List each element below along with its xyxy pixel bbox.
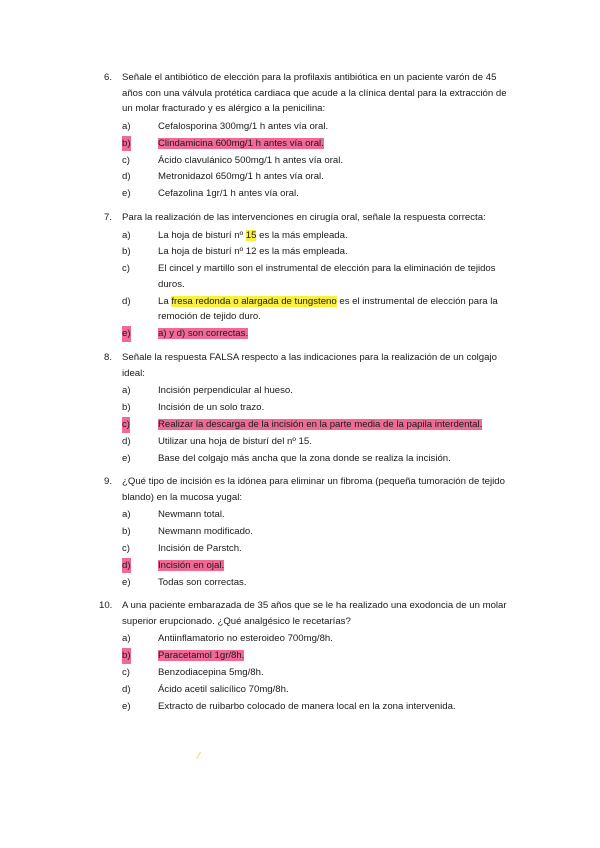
option-d: d) Ácido acetil salicílico 70mg/8h. (122, 683, 289, 695)
option-e: e) Base del colgajo más ancha que la zona donde se realiza la incisión. (122, 452, 451, 464)
question-10 (99, 598, 516, 716)
answer-highlight: Paracetamol 1gr/8h. (158, 650, 245, 662)
option-a: a) Cefalosporina 300mg/1 h antes vía oral. (122, 120, 329, 132)
option-e: e) Extracto de ruibarbo colocado de manera local en la zona intervenida. (122, 700, 456, 712)
option-c: c) Benzodiacepina 5mg/8h. (122, 666, 264, 678)
question-number: 7. (104, 212, 113, 223)
question-text: ¿Qué tipo de incisión es la idónea para eliminar un fibroma (pequeña tumoración de tejido blando) en la mucosa yugal: (122, 476, 505, 503)
option-c-correct: c) Realizar la descarga de la incisión en la parte media de la papila interdental. (122, 417, 516, 433)
question-7 (104, 210, 516, 343)
question-stem (104, 474, 516, 505)
question-stem (104, 350, 516, 381)
question-number: 9. (104, 476, 113, 487)
option-a: a) La hoja de bisturí nº 15 es la más empleada. (122, 229, 348, 241)
question-stem (104, 70, 516, 117)
answer-highlight: Incisión en ojal. (158, 559, 225, 571)
option-c: c) El cincel y martillo son el instrumental de elección para la eliminación de tejidos duros. (122, 263, 496, 290)
option-d: d) Utilizar una hoja de bisturí del nº 15. (122, 435, 312, 447)
options-list (104, 507, 516, 590)
options-list (104, 119, 516, 202)
option-d: d) La fresa redonda o alargada de tungsteno es el instrumental de elección para la remoción de tejido duro. (122, 295, 498, 323)
question-8 (104, 350, 516, 468)
options-list (104, 228, 516, 342)
option-c: c) Ácido clavulánico 500mg/1 h antes vía oral. (122, 154, 344, 166)
options-list (104, 631, 516, 714)
option-c: c) Incisión de Parstch. (122, 542, 242, 554)
question-9 (104, 474, 516, 592)
question-text: A una paciente embarazada de 35 años que se le ha realizado una exodoncia de un molar superior erupcionado. ¿Qué analgésico le recetarías? (122, 600, 507, 627)
question-text: Señale la respuesta FALSA respecto a las indicaciones para la realización de un colgajo ideal: (122, 352, 497, 379)
option-a: a) Antiinflamatorio no esteroideo 700mg/8h. (122, 633, 333, 645)
question-6 (104, 70, 516, 203)
option-e-correct: e) a) y d) son correctas. (122, 326, 516, 342)
question-number: 6. (104, 72, 113, 83)
option-d-correct: d) Incisión en ojal. (122, 558, 516, 574)
option-a: a) Newmann total. (122, 509, 225, 521)
question-text: Para la realización de las intervenciones en cirugía oral, señale la respuesta correcta: (122, 212, 486, 223)
keyword-highlight: 15 (245, 229, 257, 241)
option-a: a) Incisión perpendicular al hueso. (122, 385, 293, 397)
question-number: 10. (99, 600, 113, 611)
option-e: e) Cefazolina 1gr/1 h antes vía oral. (122, 188, 299, 200)
question-stem (99, 598, 516, 629)
option-b-correct: b) Paracetamol 1gr/8h. (122, 648, 516, 664)
question-text: Señale el antibiótico de elección para la profilaxis antibiótica en un paciente varón de 45 años con una válvula protética cardiaca que acude a la clínica dental para la extracción de un molar fracturado y es alérgico a la penicilina: (122, 72, 507, 115)
option-b: b) Incisión de un solo trazo. (122, 402, 265, 414)
question-stem (104, 210, 516, 226)
answer-highlight: a) y d) son correctas. (158, 328, 249, 340)
option-b-correct: b) Clindamicina 600mg/1 h antes vía oral. (122, 136, 516, 152)
answer-highlight: Realizar la descarga de la incisión en la parte media de la papila interdental. (158, 418, 483, 430)
option-e: e) Todas son correctas. (122, 576, 247, 588)
question-number: 8. (104, 352, 113, 363)
option-b: b) Newmann modificado. (122, 526, 253, 538)
answer-highlight: Clindamicina 600mg/1 h antes vía oral. (158, 137, 324, 149)
option-d: d) Metronidazol 650mg/1 h antes vía oral. (122, 171, 324, 183)
stray-pen-mark (196, 752, 206, 759)
option-b: b) La hoja de bisturí nº 12 es la más empleada. (122, 246, 348, 258)
keyword-highlight: fresa redonda o alargada de tungsteno (171, 295, 337, 307)
options-list (104, 383, 516, 466)
